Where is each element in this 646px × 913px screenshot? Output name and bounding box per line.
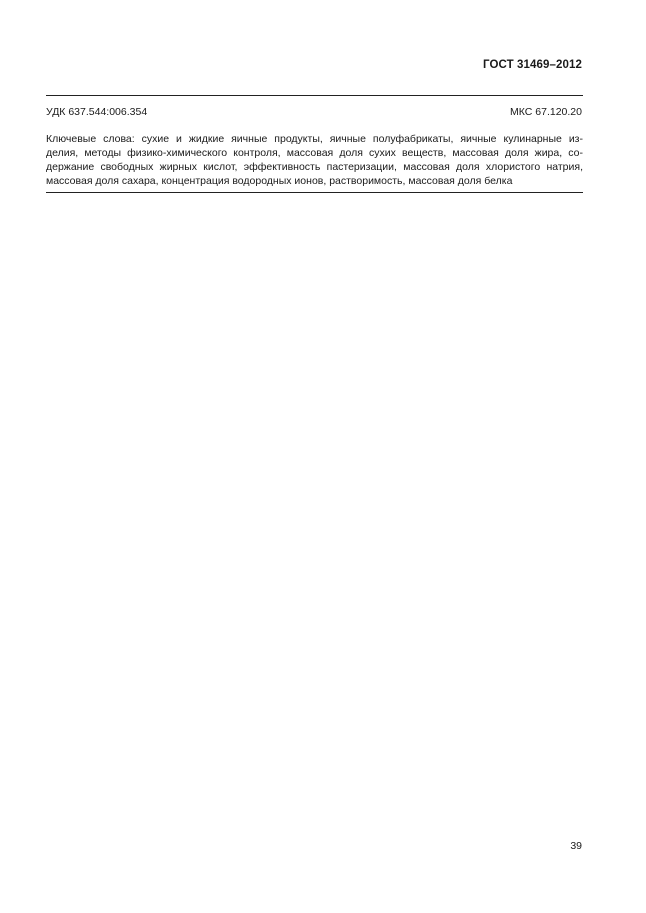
keywords-line: делия, методы физико-химического контроля, массовая доля сухих веществ, массовая доля жира, со- bbox=[46, 147, 583, 159]
standard-code-header: ГОСТ 31469–2012 bbox=[482, 59, 582, 71]
mks-classification: МКС 67.120.20 bbox=[510, 106, 582, 118]
top-divider bbox=[46, 95, 583, 96]
keywords-line: Ключевые слова: сухие и жидкие яичные продукты, яичные полуфабрикаты, яичные кулинарные из- bbox=[46, 133, 583, 145]
keywords-paragraph bbox=[46, 132, 583, 188]
bottom-divider bbox=[46, 192, 583, 193]
udk-classification: УДК 637.544:006.354 bbox=[46, 106, 148, 118]
page-number: 39 bbox=[570, 840, 582, 852]
keywords-line: держание свободных жирных кислот, эффективность пастеризации, массовая доля хлористого натрия, bbox=[46, 161, 583, 173]
keywords-line: массовая доля сахара, концентрация водородных ионов, растворимость, массовая доля белка bbox=[46, 175, 513, 187]
